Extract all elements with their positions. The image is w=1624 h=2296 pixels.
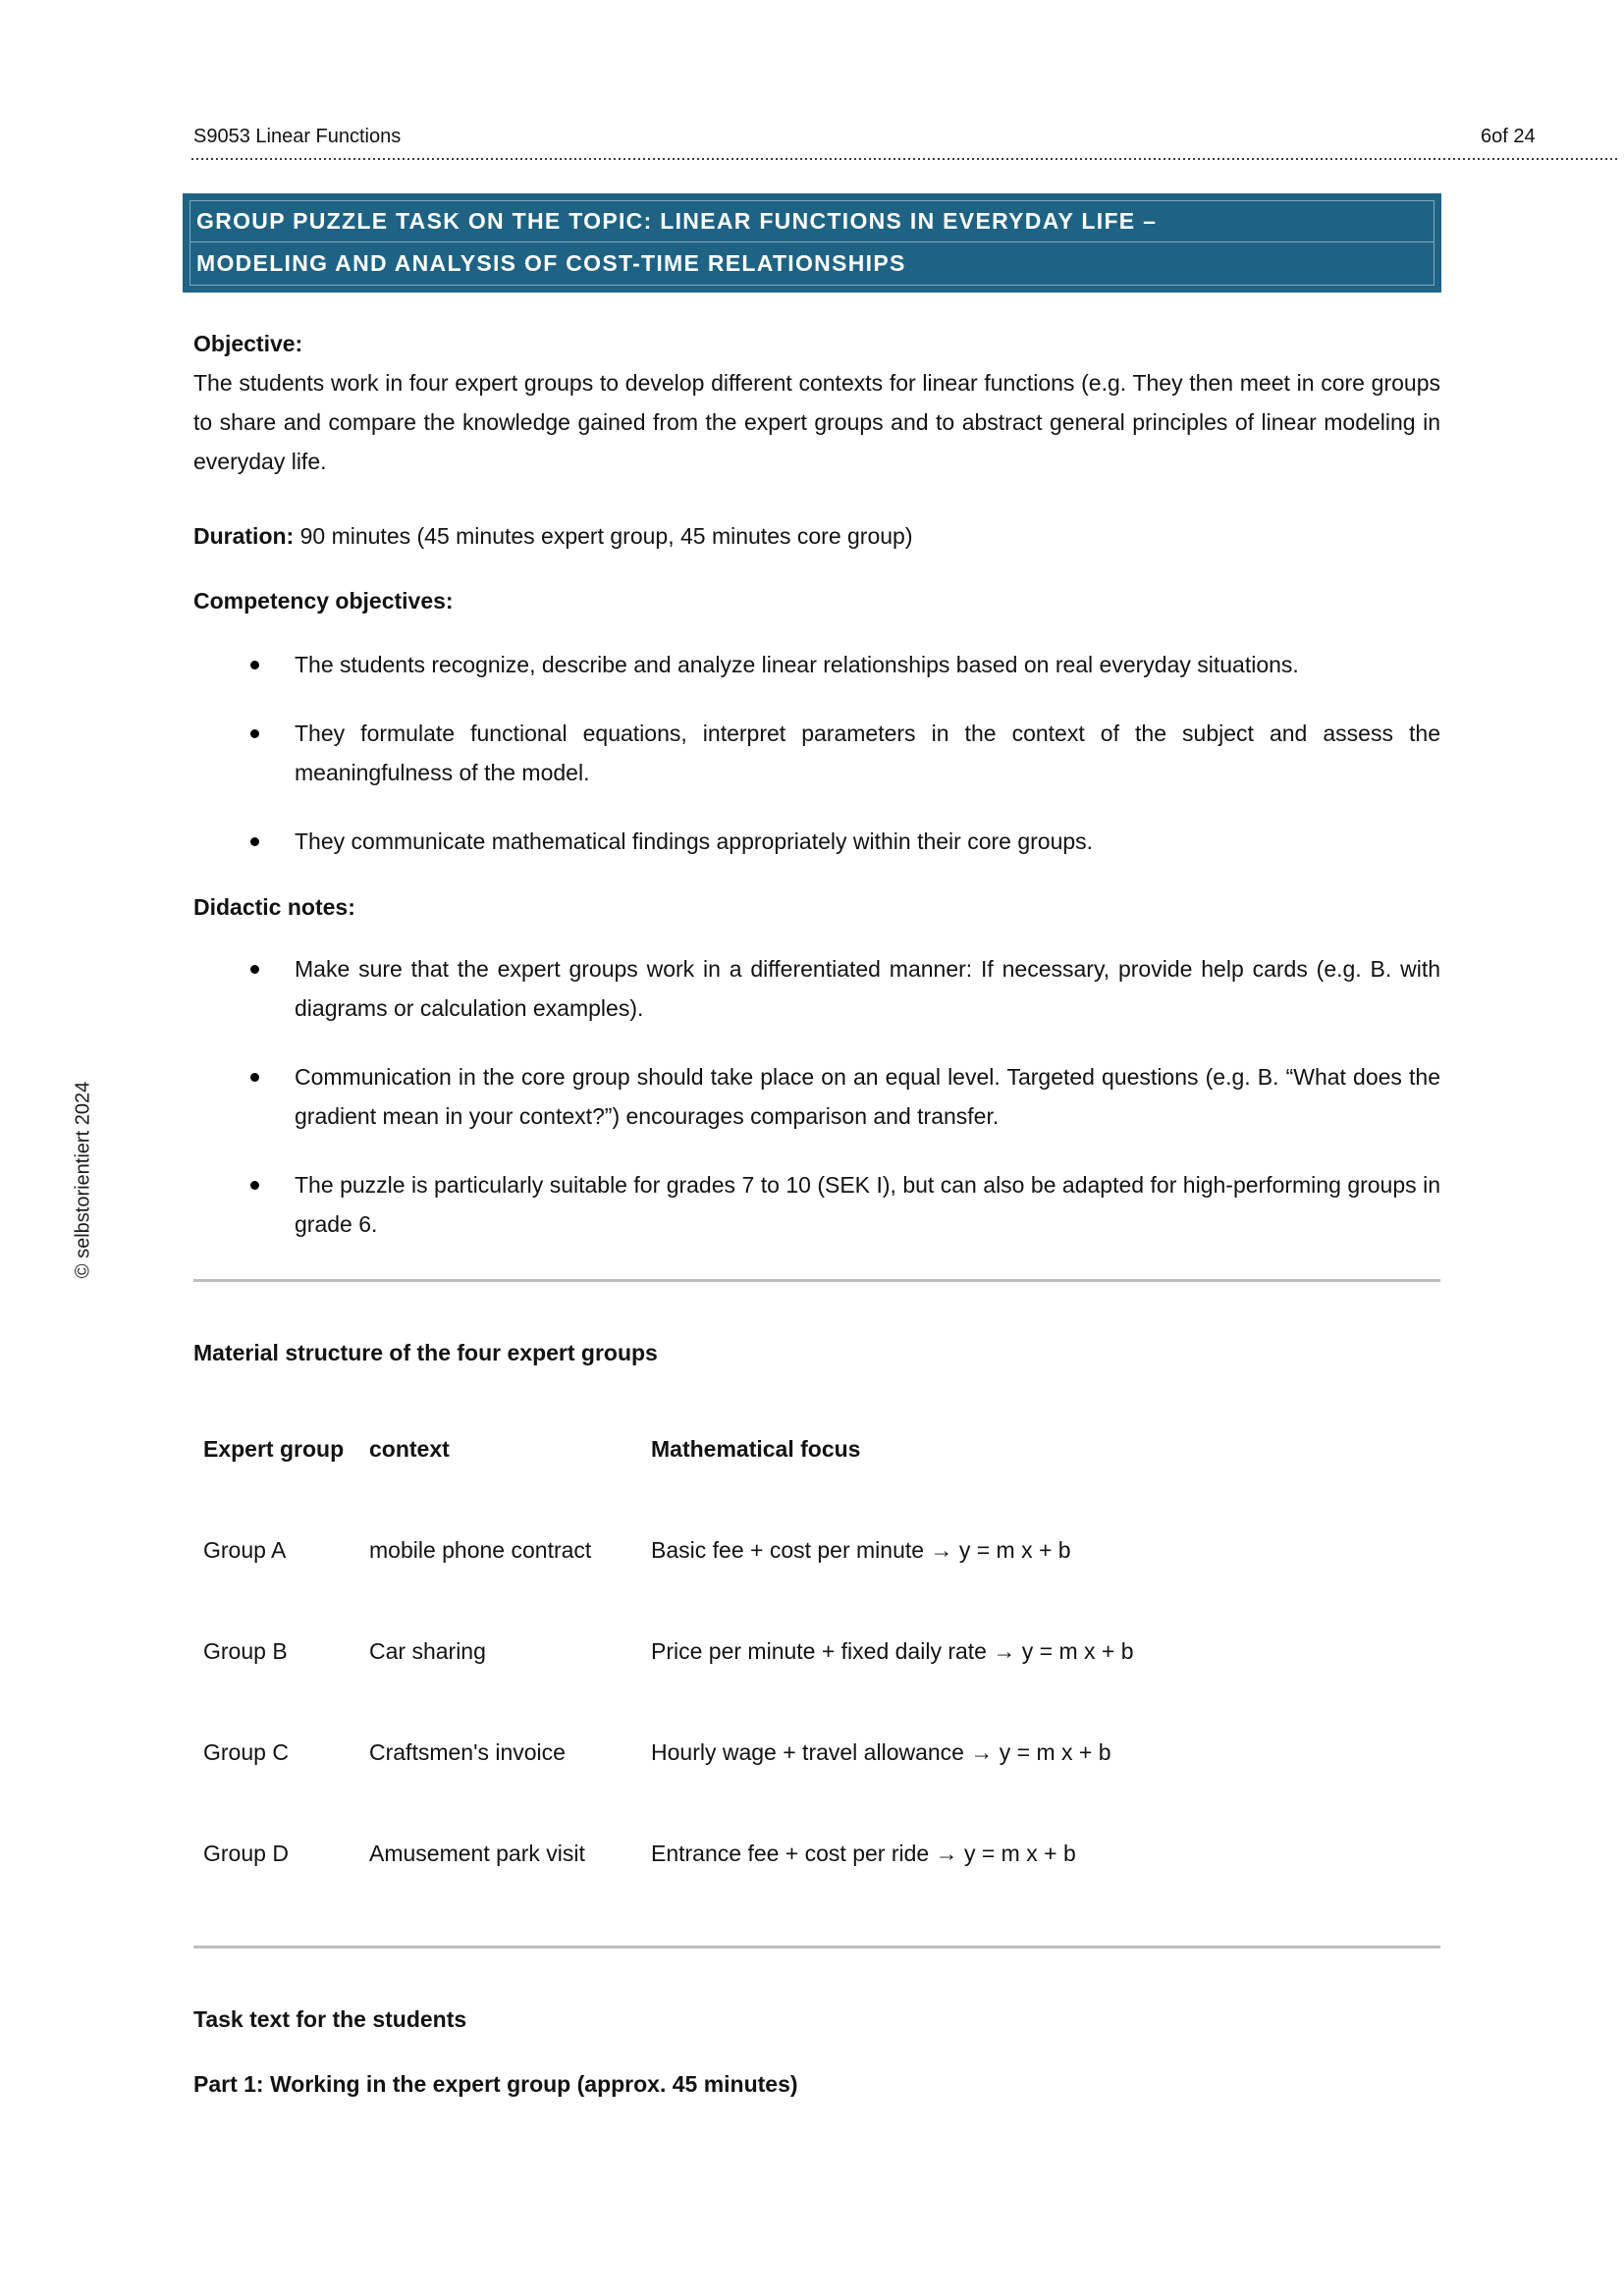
competency-bullet-1 [193,645,1440,684]
bullet-text: The puzzle is particularly suitable for grades 7 to 10 (SEK I), but can also be adapted for high-performing groups in grade 6. [295,1172,1440,1237]
title-line-1: GROUP PUZZLE TASK ON THE TOPIC: LINEAR FUNCTIONS IN EVERYDAY LIFE – [190,201,1434,242]
header-page-number: 6of 24 [1481,126,1536,147]
bullet-text: Make sure that the expert groups work in a differentiated manner: If necessary, provide help cards (e.g. B. with diagrams or calculation examples). [295,956,1440,1021]
bullet-text: Communication in the core group should take place on an equal level. Targeted questions (e.g. B. “What does the gradient mean in your context?”) encourages comparison and transfer. [295,1064,1440,1129]
section-divider [193,1279,1440,1282]
bullet-dot-icon [250,965,259,974]
objective-paragraph: The students work in four expert groups to develop different contexts for linear functions (e.g. They then meet in core groups to share and compare the knowledge gained from the expert groups and to abstract general principles of linear modeling in everyday life. [193,370,1440,474]
table-header-row [203,1398,1440,1499]
cell-focus: Price per minute + fixed daily rate → y = m x + b [651,1637,1134,1664]
col-header-context: context [369,1435,450,1462]
bullet-dot-icon [250,729,259,738]
competency-heading: Competency objectives: [193,588,454,614]
document-body [193,324,1440,2104]
cell-context: Car sharing [369,1637,486,1664]
bullet-dot-icon [250,661,259,669]
cell-group: Group A [203,1536,287,1563]
title-line-2: MODELING AND ANALYSIS OF COST-TIME RELATIONSHIPS [196,249,906,276]
task-text-heading: Task text for the students [193,2006,467,2032]
competency-bullet-3 [193,822,1440,861]
cell-focus: Basic fee + cost per minute → y = m x + b [651,1536,1071,1563]
expert-groups-table [203,1398,1440,1903]
cell-group: Group C [203,1738,289,1765]
cell-focus: Entrance fee + cost per ride → y = m x + b [651,1840,1076,1866]
title-banner [183,193,1441,293]
material-structure-heading: Material structure of the four expert groups [193,1340,658,1365]
didactic-bullet-2 [193,1057,1440,1136]
cell-context: Craftsmen's invoice [369,1738,566,1765]
col-header-mathematical-focus: Mathematical focus [651,1435,861,1462]
title-banner-inner-frame [189,200,1435,286]
duration-text: 90 minutes (45 minutes expert group, 45 minutes core group) [294,523,913,549]
table-row-group-a [203,1499,1440,1600]
cell-context: Amusement park visit [369,1840,585,1866]
bullet-text: The students recognize, describe and analyze linear relationships based on real everyday situations. [295,652,1299,677]
bullet-dot-icon [250,837,259,846]
part1-heading: Part 1: Working in the expert group (approx. 45 minutes) [193,2071,798,2097]
bullet-dot-icon [250,1181,259,1190]
didactic-heading: Didactic notes: [193,894,355,920]
col-header-expert-group: Expert group [203,1435,345,1462]
table-row-group-b [203,1600,1440,1701]
competency-bullet-2 [193,714,1440,792]
table-row-group-d [203,1802,1440,1903]
didactic-bullet-3 [193,1165,1440,1244]
objective-heading: Objective: [193,331,303,356]
bullet-text: They formulate functional equations, interpret parameters in the context of the subject and assess the meaningfulness of the model. [295,721,1440,785]
header-dotted-rule [191,158,1618,161]
cell-group: Group B [203,1637,288,1664]
cell-group: Group D [203,1840,289,1866]
cell-context: mobile phone contract [369,1536,592,1563]
copyright-vertical-text: © selbstorientiert 2024 [72,1081,94,1279]
header-doc-code: S9053 Linear Functions [193,126,402,147]
duration-label: Duration: [193,523,295,549]
didactic-bullet-1 [193,949,1440,1028]
cell-focus: Hourly wage + travel allowance → y = m x + b [651,1738,1111,1765]
bullet-text: They communicate mathematical findings appropriately within their core groups. [295,828,1094,854]
section-divider [193,1946,1440,1949]
table-row-group-c [203,1701,1440,1802]
bullet-dot-icon [250,1073,259,1082]
duration-line [193,516,1440,556]
